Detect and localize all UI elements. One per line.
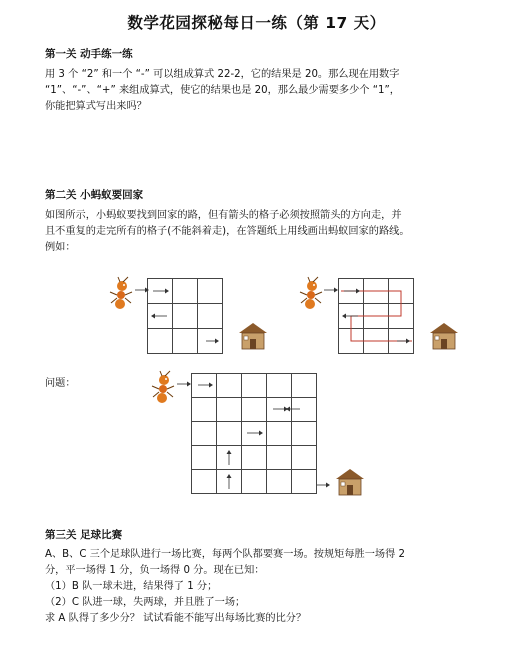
arrow-icon <box>205 336 235 346</box>
arrow-icon <box>176 380 192 388</box>
section3-line-4: （2）C 队进一球，失两球，并且胜了一场； <box>45 597 246 608</box>
arrow-icon <box>396 336 426 346</box>
arrow-icon <box>323 286 339 294</box>
arrow-icon <box>273 407 288 412</box>
question-grid <box>191 373 317 494</box>
section2-line-1: 如图所示，小蚂蚁要找到回家的路，但有箭头的格子必须按照箭头的方向走，并 <box>45 210 402 221</box>
section3-line-3: （1）B 队一球未进，结果得了 1 分； <box>45 581 218 592</box>
ant-icon <box>150 372 176 404</box>
arrow-icon <box>316 480 336 490</box>
arrow-icon <box>247 431 263 436</box>
house-icon <box>237 322 269 350</box>
ant-icon <box>108 278 134 310</box>
section2-line-2: 且不重复的走完所有的格子(不能斜着走)，在答题纸上用线画出蚂蚁回家的路线。 <box>45 226 410 237</box>
section3-line-1: A、B、C 三个足球队进行一场比赛，每两个队都要赛一场。按规矩每胜一场得 2 <box>45 549 406 560</box>
arrow-icon <box>198 383 213 388</box>
section3-line-5: 求 A 队得了多少分？ 试试看能不能写出每场比赛的比分？ <box>45 613 307 624</box>
arrow-icon <box>344 289 360 294</box>
page-title: 数学花园探秘每日一练（第 17 天） <box>127 14 386 32</box>
arrow-icon <box>227 474 232 489</box>
section1-line-1: 用 3 个 “2” 和一个 “-” 可以组成算式 22-2，它的结果是 20。那么现在用数字 <box>45 69 400 80</box>
section3-heading: 第三关 足球比赛 <box>45 529 123 541</box>
arrow-icon <box>151 314 167 319</box>
arrow-icon <box>134 286 150 294</box>
arrow-icon <box>153 289 169 294</box>
section1-line-3: 你能把算式写出来吗？ <box>45 101 147 112</box>
ant-icon <box>298 278 324 310</box>
arrow-icon <box>227 450 232 465</box>
section2-heading: 第二关 小蚂蚁要回家 <box>45 189 144 201</box>
section1-line-2: “1”、“-”、“+” 来组成算式，使它的结果也是 20，那么最少需要多少个 “1”， <box>45 85 400 96</box>
section2-line-3: 例如： <box>45 242 76 253</box>
house-icon <box>428 322 460 350</box>
house-icon <box>334 468 366 496</box>
arrow-icon <box>342 314 358 319</box>
section3-line-2: 分，平一场得 1 分，负一场得 0 分。现在已知： <box>45 565 265 576</box>
section1-heading: 第一关 动手练一练 <box>45 48 133 60</box>
arrow-icon <box>286 407 300 412</box>
question-label: 问题： <box>45 378 76 389</box>
